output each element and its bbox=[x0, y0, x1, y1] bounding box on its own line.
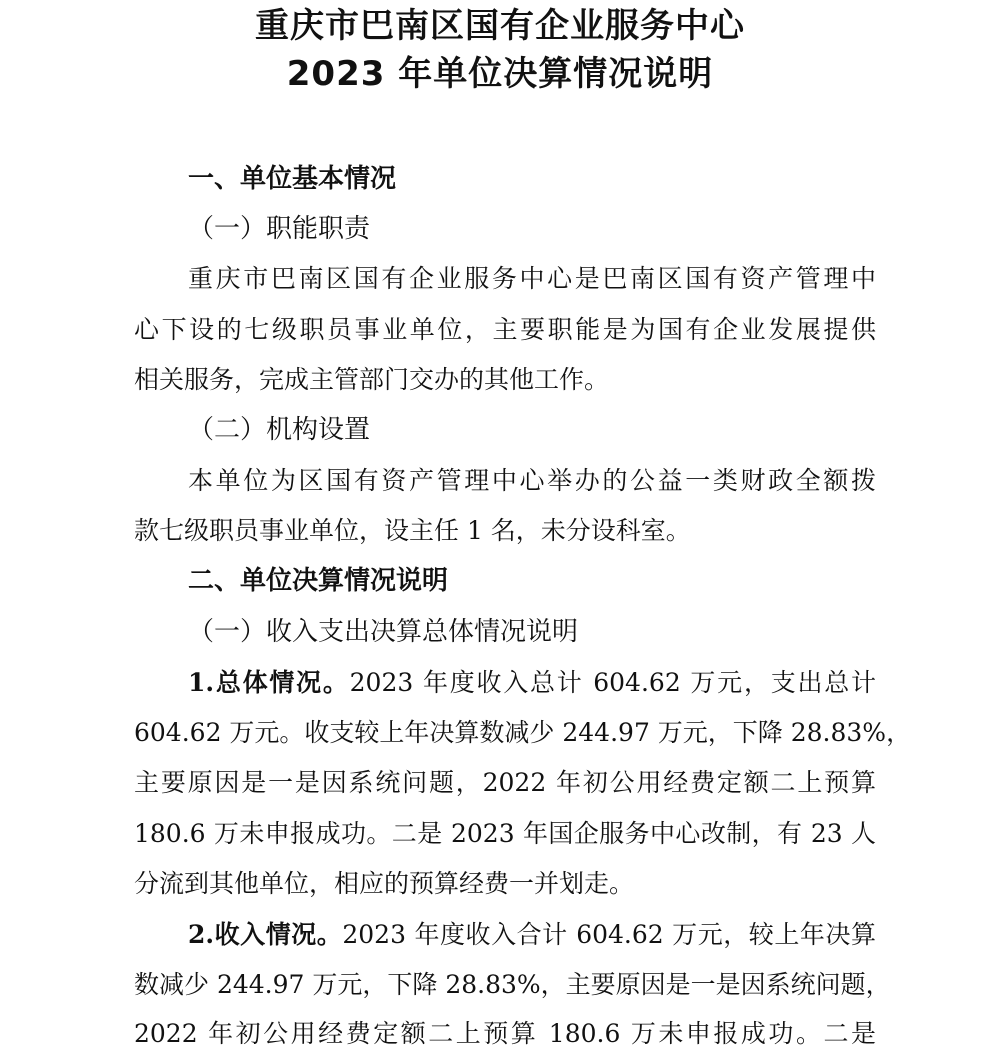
item2-line3: 2022 年初公用经费定额二上预算 180.6 万未申报成功。二是 bbox=[134, 1019, 876, 1048]
section1-para1-line1: 重庆市巴南区国有企业服务中心是巴南区国有资产管理中 bbox=[188, 264, 876, 293]
item1-line4: 180.6 万未申报成功。二是 2023 年国企服务中心改制，有 23 人 bbox=[134, 819, 876, 848]
section1-para2-line1: 本单位为区国有资产管理中心举办的公益一类财政全额拨 bbox=[188, 466, 876, 495]
item1-lead: 1.总体情况。 bbox=[188, 668, 350, 697]
item1-line5: 分流到其他单位，相应的预算经费一并划走。 bbox=[134, 869, 635, 898]
item1-line1 bbox=[188, 666, 876, 700]
item2-line1 bbox=[188, 918, 876, 952]
section1-heading: 一、单位基本情况 bbox=[188, 164, 397, 194]
item2-lead: 2.收入情况。 bbox=[188, 920, 343, 949]
section1-para1-line2: 心下设的七级职员事业单位，主要职能是为国有企业发展提供 bbox=[134, 315, 876, 344]
section1-sub1: （一）职能职责 bbox=[188, 214, 371, 244]
section1-para1-line3: 相关服务，完成主管部门交办的其他工作。 bbox=[134, 365, 610, 394]
section2-heading: 二、单位决算情况说明 bbox=[188, 566, 449, 596]
item1-line3: 主要原因是一是因系统问题，2022 年初公用经费定额二上预算 bbox=[134, 768, 876, 797]
item2-line1-text: 2023 年度收入合计 604.62 万元，较上年决算 bbox=[342, 920, 876, 949]
item1-line2: 604.62 万元。收支较上年决算数减少 244.97 万元，下降 28.83%， bbox=[134, 718, 912, 747]
item2-line2: 数减少 244.97 万元，下降 28.83%，主要原因是一是因系统问题， bbox=[134, 970, 891, 999]
section2-sub1: （一）收入支出决算总体情况说明 bbox=[188, 617, 579, 647]
section1-para2-line2: 款七级职员事业单位，设主任 1 名，未分设科室。 bbox=[134, 516, 691, 545]
document-title-line2: 2023 年单位决算情况说明 bbox=[286, 54, 714, 94]
document-title-line1: 重庆市巴南区国有企业服务中心 bbox=[255, 6, 745, 46]
section1-sub2: （二）机构设置 bbox=[188, 415, 371, 445]
item1-line1-text: 2023 年度收入总计 604.62 万元，支出总计 bbox=[349, 668, 876, 697]
